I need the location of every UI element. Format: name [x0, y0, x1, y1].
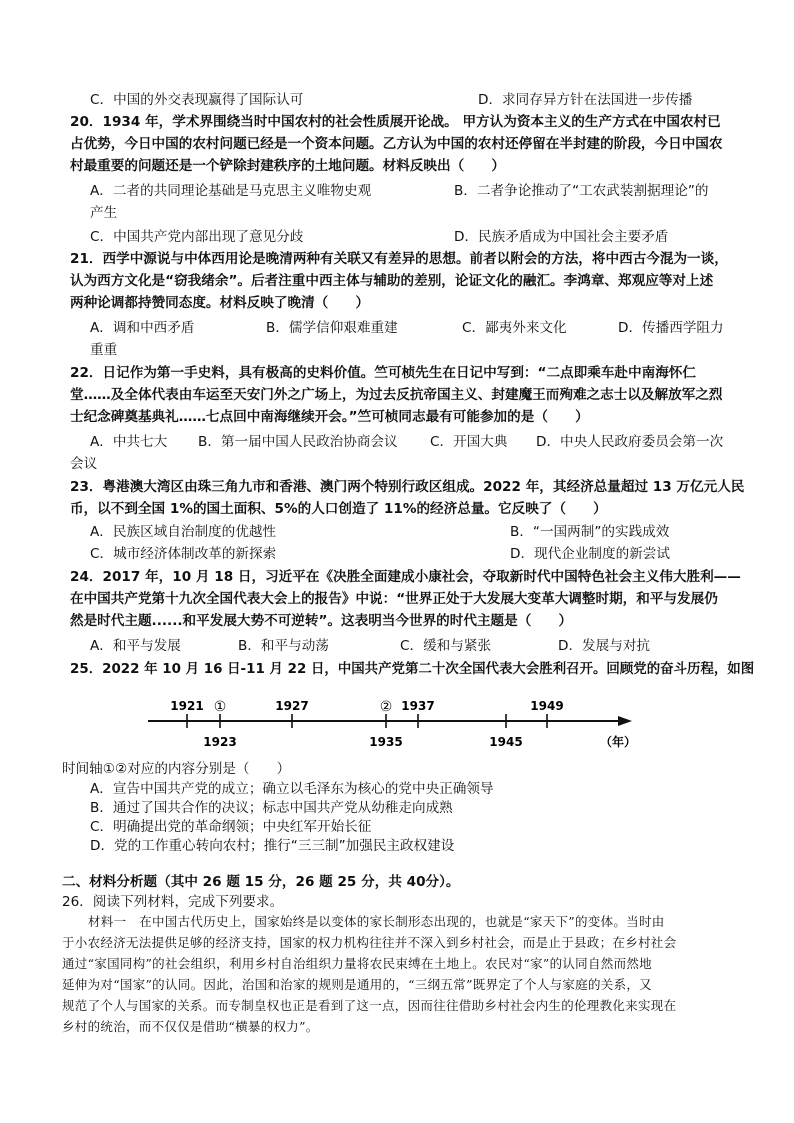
material-1-line-3: 通过“家国同构”的社会组织，利用乡村自治组织力量将农民束缚在土地上。农民对“家”的认同自然而然地: [62, 956, 652, 971]
q21-option-c: C．鄙夷外来文化: [462, 320, 567, 336]
q21-stem-line-3: 两种论调都持赞同态度。材料反映了晚清（ ）: [70, 295, 370, 311]
q22-option-b: B．第一届中国人民政治协商会议: [198, 434, 398, 450]
q25-option-c: C．明确提出党的革命纲领；中央红军开始长征: [90, 819, 372, 835]
q21-stem-line-2: 认为西方文化是“窃我绪余”。后者注重中西主体与辅助的差别，论证文化的融汇。李鸿章、郑观应等对上述: [70, 273, 714, 289]
q25-option-a: A．宣告中国共产党的成立；确立以毛泽东为核心的党中央正确领导: [90, 781, 494, 797]
material-1-line-2: 于小农经济无法提供足够的经济支持，国家的权力机构往往并不深入到乡村社会，而是止于县政；在乡村社会: [62, 935, 677, 950]
q25-option-b: B．通过了国共合作的决议；标志中国共产党从幼稚走向成熟: [90, 800, 453, 816]
timeline-marker-1: ①: [213, 699, 227, 715]
timeline-label-1927: 1927: [275, 699, 309, 713]
timeline-label-1935: 1935: [369, 735, 403, 749]
q22-option-a: A．中共七大: [90, 434, 168, 450]
q21-option-a: A．调和中西矛盾: [90, 320, 195, 336]
q21-option-d-continued: 重重: [90, 342, 118, 358]
q23-option-d: D．现代企业制度的新尝试: [510, 546, 670, 562]
q23-stem-line-2: 币，以不到全国 1%的国土面积、5%的人口创造了 11%的经济总量。它反映了（ ）: [70, 501, 607, 517]
q22-stem-line-3: 士纪念碑奠基典礼……七点回中南海继续开会。”竺可桢同志最有可能参加的是（ ）: [70, 409, 589, 425]
timeline-arrowhead: [618, 716, 632, 726]
q22-option-d: D．中央人民政府委员会第一次: [536, 434, 724, 450]
section-2-heading: 二、材料分析题（其中 26 题 15 分，26 题 25 分，共 40分）。: [62, 874, 460, 890]
timeline-unit: （年）: [599, 735, 637, 749]
material-1-line-4: 延伸为对“国家”的认同。因此，治国和治家的规则是通用的，“三纲五常”既界定了个人与家庭的关系，又: [62, 977, 652, 992]
q21-option-b: B．儒学信仰艰难重建: [266, 320, 398, 336]
timeline-label-1937: 1937: [401, 699, 435, 713]
timeline-label-1921: 1921: [170, 699, 204, 713]
q23-stem-line-1: 23．粤港澳大湾区由珠三角九市和香港、澳门两个特别行政区组成。2022 年，其经济总量超过 13 万亿元人民: [70, 479, 745, 495]
q20-stem-line-2: 占优势，今日中国的农村问题已经是一个资本问题。乙方认为中国的农村还停留在半封建的阶段，今日中国农: [70, 136, 723, 152]
q24-stem-line-3: 然是时代主题......和平发展大势不可逆转”。这表明当今世界的时代主题是（ ）: [70, 613, 573, 629]
q19-option-c: C．中国的外交表现赢得了国际认可: [90, 92, 304, 108]
q20-option-c: C．中国共产党内部出现了意见分歧: [90, 229, 304, 245]
q21-stem-line-1: 21．西学中源说与中体西用论是晚清两种有关联又有差异的思想。前者以附会的方法，将中西古今混为一谈，: [70, 251, 728, 267]
timeline-label-1949: 1949: [530, 699, 564, 713]
q20-option-b-continued: 产生: [90, 205, 118, 221]
material-1-line-5: 规范了个人与国家的关系。而专制皇权也正是看到了这一点，因而往往借助乡村社会内生的伦理教化来实现在: [62, 998, 677, 1013]
q24-option-b: B．和平与动荡: [238, 638, 329, 654]
q24-stem-line-2: 在中国共产党第十九次全国代表大会上的报告》中说：“世界正处于大发展大变革大调整时期，和平与发展仍: [70, 591, 718, 607]
q24-option-a: A．和平与发展: [90, 638, 181, 654]
q22-stem-line-1: 22．日记作为第一手史料，具有极高的史料价值。竺可桢先生在日记中写到：“二点即乘车赴中南海怀仁: [70, 365, 696, 381]
q22-stem-line-2: 堂……及全体代表由车运至天安门外之广场上，为过去反抗帝国主义、封建魔王而殉难之志士以及解放军之烈: [70, 387, 723, 403]
q21-option-d: D．传播西学阻力: [618, 320, 724, 336]
q25-stem-line-1: 25．2022 年 10 月 16 日-11 月 22 日，中国共产党第二十次全国代表大会胜利召开。回顾党的奋斗历程，如图: [70, 661, 755, 677]
q22-option-c: C．开国大典: [430, 434, 508, 450]
q22-option-d-continued: 会议: [70, 456, 98, 472]
q25-stem-line-2: 时间轴①②对应的内容分别是（ ）: [62, 761, 291, 777]
q23-option-a: A．民族区域自治制度的优越性: [90, 524, 277, 540]
q20-stem-line-1: 20．1934 年，学术界围绕当时中国农村的社会性质展开论战。 甲方认为资本主义的生产方式在中国农村已: [70, 114, 721, 130]
q24-stem-line-1: 24．2017 年，10 月 18 日，习近平在《决胜全面建成小康社会，夺取新时代中国特色社会主义伟大胜利——: [70, 569, 741, 585]
q26-intro: 26．阅读下列材料，完成下列要求。: [62, 894, 284, 910]
q23-option-b: B．“一国两制”的实践成效: [510, 524, 670, 540]
q24-option-c: C．缓和与紧张: [400, 638, 492, 654]
q24-option-d: D．发展与对抗: [558, 638, 651, 654]
q20-stem-line-3: 村最重要的问题还是一个铲除封建秩序的土地问题。材料反映出（ ）: [70, 158, 505, 174]
q25-timeline: [140, 696, 650, 758]
timeline-label-1923: 1923: [203, 735, 237, 749]
q19-option-d: D．求同存异方针在法国进一步传播: [478, 92, 693, 108]
q20-option-a: A．二者的共同理论基础是马克思主义唯物史观: [90, 183, 372, 199]
material-1-line-6: 乡村的统治，而不仅仅是借助“横暴的权力”。: [62, 1019, 319, 1034]
material-1-line-1: 材料一 在中国古代历史上，国家始终是以变体的家长制形态出现的，也就是“家天下”的变体。当时由: [88, 914, 665, 929]
q20-option-d: D．民族矛盾成为中国社会主要矛盾: [454, 229, 669, 245]
q23-option-c: C．城市经济体制改革的新探索: [90, 546, 277, 562]
timeline-label-1945: 1945: [489, 735, 523, 749]
timeline-marker-2: ②: [379, 699, 393, 715]
q25-option-d: D．党的工作重心转向农村；推行“三三制”加强民主政权建设: [90, 838, 455, 854]
q20-option-b: B．二者争论推动了“工农武装割据理论”的: [454, 183, 709, 199]
